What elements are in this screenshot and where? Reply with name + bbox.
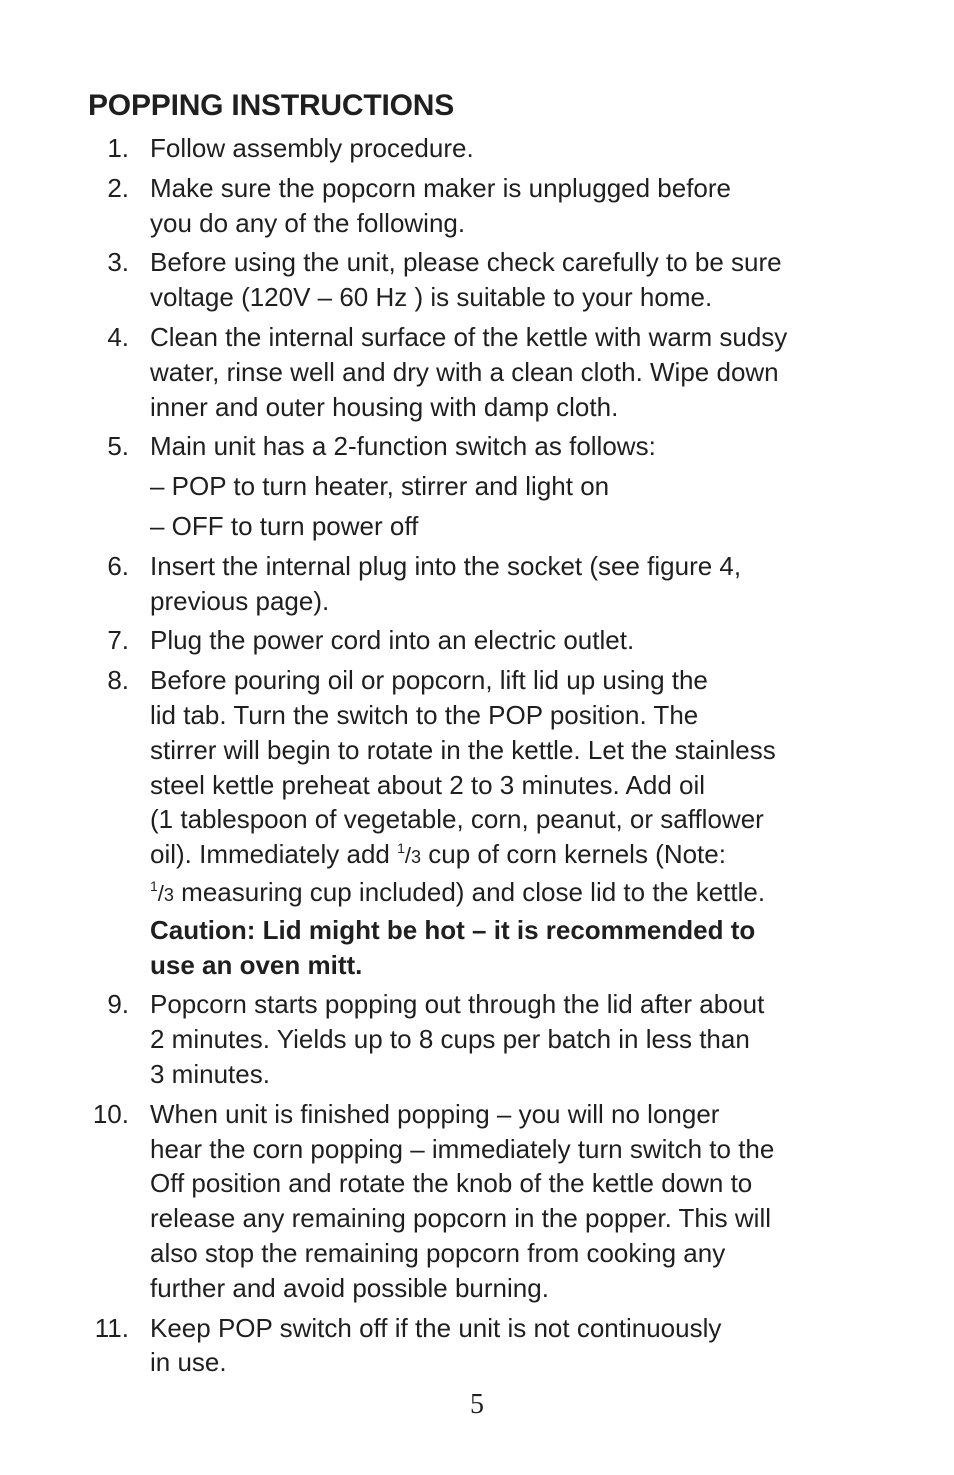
step-text-line [150, 875, 894, 913]
step-10 [0, 1097, 954, 1306]
step-number: 10. [92, 1098, 129, 1129]
step-9 [0, 987, 954, 1091]
fraction-slash: / [404, 843, 412, 869]
step-text-line: in use. [150, 1347, 227, 1378]
step-text-line: Plug the power cord into an electric outlet. [150, 625, 635, 656]
switch-option-off: – OFF to turn power off [150, 510, 419, 541]
step-8 [0, 663, 954, 982]
step-2 [0, 171, 954, 241]
step-6 [0, 549, 954, 619]
step-text-line: inner and outer housing with damp cloth. [150, 391, 619, 422]
fraction-numerator: 1 [397, 840, 405, 857]
step-number: 7. [107, 625, 129, 656]
step-text-line: Make sure the popcorn maker is unplugged before [150, 172, 732, 203]
step-text-line: Before using the unit, please check carefully to be sure [150, 247, 782, 278]
page-number: 5 [470, 1389, 484, 1420]
step-text-line: voltage (120V – 60 Hz ) is suitable to your home. [150, 282, 713, 313]
step-number: 11. [94, 1312, 129, 1343]
step-1 [0, 131, 954, 166]
step-number: 8. [107, 665, 129, 696]
step-text-line: Popcorn starts popping out through the lid after about [150, 989, 765, 1020]
step-number: 9. [107, 989, 129, 1020]
step-text-line: Before pouring oil or popcorn, lift lid up using the [150, 665, 708, 696]
step-text-line: Main unit has a 2-function switch as follows: [150, 431, 656, 462]
fraction-numerator: 1 [150, 877, 158, 894]
step-text-line [150, 837, 894, 875]
fraction-slash: / [157, 880, 164, 906]
step-text-line: Off position and rotate the knob of the kettle down to [150, 1168, 753, 1199]
step-text-line: Insert the internal plug into the socket (see figure 4, [150, 550, 742, 581]
caution-text: Caution: Lid might be hot – it is recommended to [150, 914, 756, 945]
step-5 [0, 429, 954, 543]
step-text-line: lid tab. Turn the switch to the POP position. The [150, 699, 699, 730]
step-text-line: 2 minutes. Yields up to 8 cups per batch in less than [150, 1024, 750, 1055]
step-11 [0, 1311, 954, 1381]
step-4 [0, 320, 954, 424]
step-text-line: also stop the remaining popcorn from cooking any [150, 1237, 726, 1268]
step-number: 4. [107, 321, 129, 352]
step-text-line: Follow assembly procedure. [150, 133, 474, 163]
step-text-line: (1 tablespoon of vegetable, corn, peanut, or safflower [150, 804, 764, 835]
text-segment: measuring cup included) and close lid to the kettle. [173, 876, 766, 907]
step-text-line: Clean the internal surface of the kettle with warm sudsy [150, 321, 788, 352]
step-number: 5. [107, 431, 129, 462]
step-number: 3. [107, 247, 129, 278]
step-text-line: steel kettle preheat about 2 to 3 minutes. Add oil [150, 769, 706, 800]
fraction-denominator: 3 [163, 884, 174, 905]
step-3 [0, 245, 954, 315]
step-number: 2. [107, 172, 129, 203]
text-segment: cup of corn kernels (Note: [421, 839, 726, 870]
step-text-line: water, rinse well and dry with a clean cloth. Wipe down [150, 356, 779, 387]
step-text-line: stirrer will begin to rotate in the kettle. Let the stainless [150, 734, 776, 765]
step-text-line: When unit is finished popping – you will no longer [150, 1098, 720, 1129]
step-text-line: you do any of the following. [150, 207, 466, 238]
text-segment: oil). Immediately add [150, 839, 398, 870]
caution-text: use an oven mitt. [150, 949, 363, 980]
step-text-line: previous page). [150, 585, 330, 616]
fraction-one-third [397, 839, 421, 869]
fraction-one-third [150, 877, 174, 907]
page-title: POPPING INSTRUCTIONS [88, 89, 455, 122]
step-text-line: Keep POP switch off if the unit is not continuously [150, 1312, 722, 1343]
step-7 [0, 623, 954, 658]
step-text-line: further and avoid possible burning. [150, 1272, 549, 1303]
instructions-list [0, 131, 954, 1385]
step-number: 6. [107, 550, 129, 581]
fraction-denominator: 3 [411, 847, 422, 868]
step-text-line: 3 minutes. [150, 1058, 270, 1089]
switch-option-pop: – POP to turn heater, stirrer and light on [150, 471, 610, 502]
step-number: 1. [107, 133, 129, 163]
step-text-line: release any remaining popcorn in the popper. This will [150, 1203, 771, 1234]
step-text-line: hear the corn popping – immediately turn switch to the [150, 1133, 775, 1164]
